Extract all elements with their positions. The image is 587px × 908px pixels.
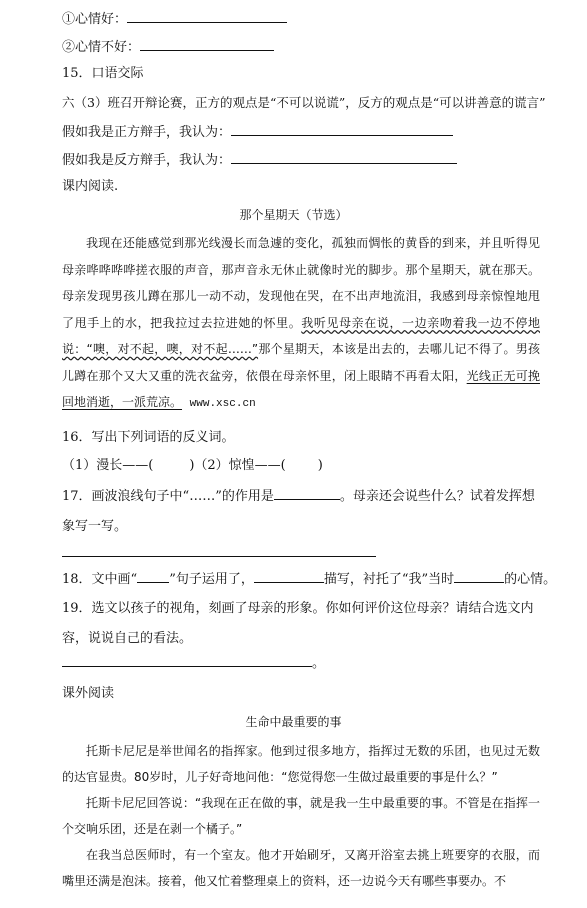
passage1-body [62,230,540,418]
passage2-title: 生命中最重要的事 [245,715,342,729]
q16-part-a: （1）漫长——( [62,458,154,473]
q19-answer-line[interactable] [62,652,312,667]
passage1-paragraph [62,230,540,418]
q18-blank-1[interactable] [137,568,169,583]
q19-answer [62,652,325,674]
q18-question [62,568,556,590]
source-url: www.xsc.cn [189,398,256,410]
section-in-class-reading: 课内阅读. [62,179,119,194]
mood-good-blank[interactable] [127,8,287,23]
q17-part-b: 。母亲还会说些什么？试着发挥想象写一写。 [62,489,535,534]
straight-underlined-sentence: 光线正无可挽回地消逝，一派荒凉。 [62,368,540,409]
q17-answer-line[interactable] [62,556,376,557]
passage1-title: 那个星期天（节选） [239,208,348,222]
q19-end-mark: 。 [312,656,326,671]
passage2-body [62,738,540,894]
q17-part-a: 17．画波浪线句子中“……”的作用是 [62,489,274,504]
q15-text: 六（3）班召开辩论赛，正方的观点是“不可以说谎”，反方的观点是“可以讲善意的谎言” [62,95,546,110]
mood-good-question [62,8,287,30]
mood-good-label: ①心情好： [62,12,128,27]
q18-blank-2[interactable] [254,568,324,583]
q18-blank-3[interactable] [454,568,504,583]
q18-part-b: ”句子运用了， [169,572,254,587]
passage1-seg2: 那个星期天，本该是出去的，去哪儿记不得了。男孩儿蹲在那个又大又重的洗衣盆旁，依偎在母亲怀里，闭上眼睛不再看太阳， [62,342,540,383]
q15-pro-blank[interactable] [231,121,453,136]
q17-question [62,482,540,542]
q15-con-blank[interactable] [231,149,457,164]
mood-bad-question [62,36,274,58]
q15-pro-label: 假如我是正方辩手，我认为： [62,125,232,140]
q16-part-c: ) [317,458,323,473]
q17-blank[interactable] [274,485,340,500]
q15-pro-question [62,121,453,143]
wavy-underlined-sentence: 我听见母亲在说，一边亲吻着我一边不停地说：“噢，对不起，噢，对不起……” [62,315,540,356]
section-extra-reading: 课外阅读 [62,686,115,701]
q15-con-question [62,149,457,171]
q15-con-label: 假如我是反方辩手，我认为： [62,153,232,168]
passage2-paragraph-3: 在我当总医师时，有一个室友。他才开始刷牙，又离开浴室去挑上班要穿的衣服，而嘴里还满是泡沫。接着，他又忙着整理桌上的资料，还一边说今天有哪些事要办。不 [62,848,540,888]
q18-part-c: 描写，衬托了“我”当时 [323,572,455,587]
q19-question: 19．选文以孩子的视角，刻画了母亲的形象。你如何评价这位母亲？请结合选文内容，说说自己的看法。 [62,601,534,646]
q18-part-d: 的心情。 [504,572,557,587]
q16-answers [62,456,323,476]
q18-part-a: 18．文中画“ [62,572,138,587]
passage1-seg1: 我现在还能感觉到那光线漫长而急遽的变化，孤独而惆怅的黄昏的到来，并且听得见母亲哗哗哗哗搓衣服的声音，那声音永无休止就像时光的脚步。那个星期天，就在那天。母亲发现男孩儿蹲在那儿一动不动，发现他在哭，在不出声地流泪，我感到母亲惊惶地甩了甩手上的水，把我拉过去拉进她的怀里。 [62,236,540,330]
passage2-paragraph-1: 托斯卡尼尼是举世闻名的指挥家。他到过很多地方，指挥过无数的乐团，也见过无数的达官显贵。80岁时，儿子好奇地问他：“您觉得您一生做过最重要的事是什么？” [62,744,540,784]
mood-bad-label: ②心情不好： [62,40,141,55]
q16-part-b: )（2）惊惶——( [189,458,286,473]
passage2-paragraph-2: 托斯卡尼尼回答说：“我现在正在做的事，就是我一生中最重要的事。不管是在指挥一个交响乐团，还是在剥一个橘子。” [62,796,540,836]
q15-label: 15．口语交际 [62,66,144,81]
q16-question: 16．写出下列词语的反义词。 [62,430,235,445]
mood-bad-blank[interactable] [140,36,274,51]
